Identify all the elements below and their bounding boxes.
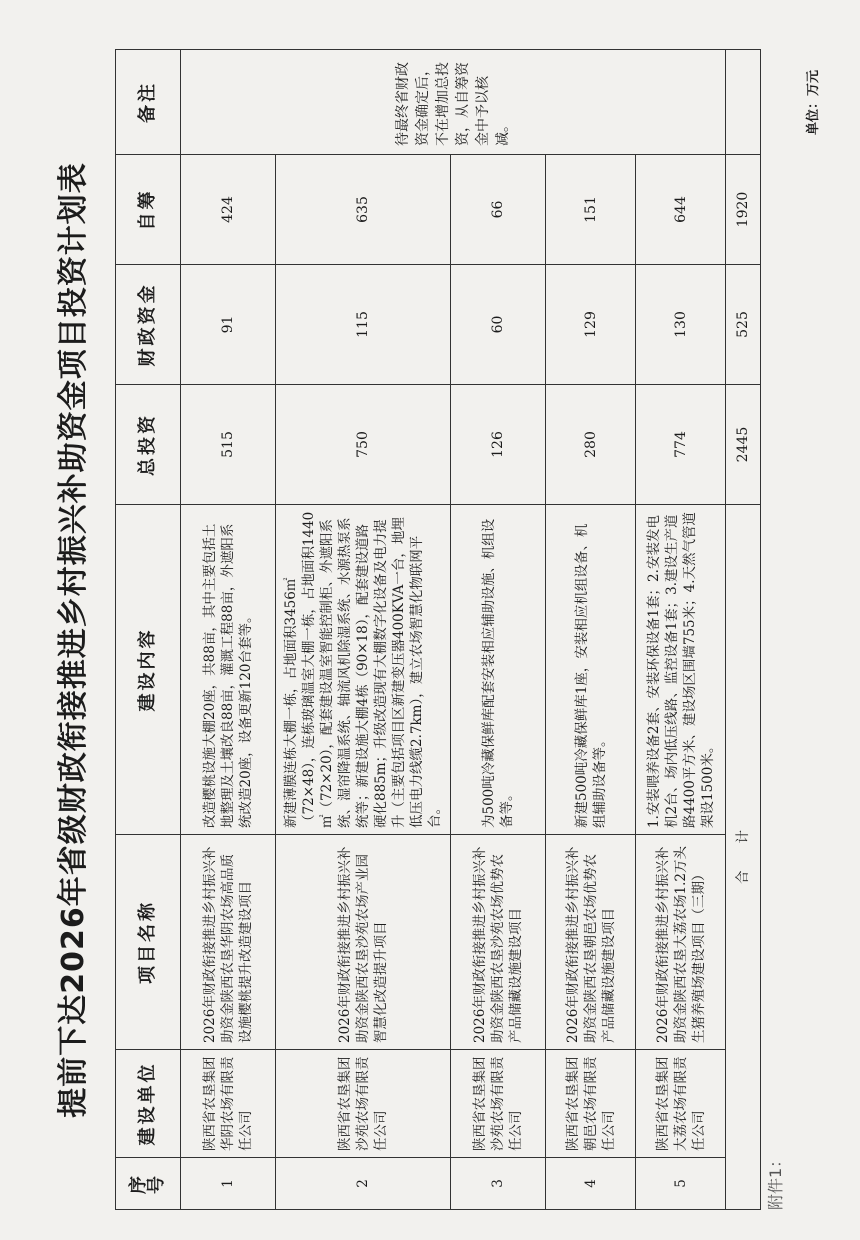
header-note: 备注 xyxy=(116,50,181,155)
total-fiscal: 525 xyxy=(726,265,761,385)
table-row xyxy=(636,50,726,1210)
total-total: 2445 xyxy=(726,385,761,505)
row-name: 2026年财政衔接推进乡村振兴补助资金陕西农垦大荔农场1.2万头生猪养殖场建设项目（三期） xyxy=(636,835,726,1050)
row-unit: 陕西省农垦集团沙苑农场有限责任公司 xyxy=(451,1050,546,1158)
total-label: 合 计 xyxy=(726,505,761,1210)
row-fiscal: 115 xyxy=(276,265,451,385)
row-seq: 5 xyxy=(636,1158,726,1210)
row-name: 2026年财政衔接推进乡村振兴补助资金陕西农垦朝邑农场优势农产品储藏设施建设项目 xyxy=(546,835,636,1050)
row-total: 515 xyxy=(181,385,276,505)
row-total: 126 xyxy=(451,385,546,505)
row-content: 新建薄膜连栋大棚一栋，占地面积3456㎡（72×48），连栋玻璃温室大棚一栋，占地面积1440㎡（72×20），配套建设温室智能控制柜、外遮阳系统、湿帘降温系统、轴流风机除湿系统、水源热泵系统等；新建设施大棚4栋（90×18），配套建设道路硬化885m；升级改造现有大棚数字化设备及电力提升（主要包括项目区新建变压器400KVA一台，地埋低压电力线缆2.7km），建立农场智慧化物联网平台。 xyxy=(276,505,451,835)
row-seq: 2 xyxy=(276,1158,451,1210)
row-unit: 陕西省农垦集团沙苑农场有限责任公司 xyxy=(276,1050,451,1158)
document-title: 提前下达2026年省级财政衔接推进乡村振兴补助资金项目投资计划表 xyxy=(56,162,91,1118)
table-row xyxy=(546,50,636,1210)
row-self: 635 xyxy=(276,155,451,265)
row-content: 改造樱桃设施大棚20座，共88亩，其中主要包括土地整理及土壤改良88亩，灌溉工程88亩，外遮阳系统改造20座，设备更新120台套等。 xyxy=(181,505,276,835)
header-name: 项目名称 xyxy=(116,835,181,1050)
row-unit: 陕西省农垦集团大荔农场有限责任公司 xyxy=(636,1050,726,1158)
header-unit: 建设单位 xyxy=(116,1050,181,1158)
total-note-empty xyxy=(726,50,761,155)
row-self: 424 xyxy=(181,155,276,265)
table-row xyxy=(451,50,546,1210)
header-seq: 序号 xyxy=(116,1158,181,1210)
row-fiscal: 91 xyxy=(181,265,276,385)
header-row xyxy=(116,50,181,1210)
table-row xyxy=(276,50,451,1210)
row-total: 280 xyxy=(546,385,636,505)
header-fiscal: 财政资金 xyxy=(116,265,181,385)
row-name: 2026年财政衔接推进乡村振兴补助资金陕西农垦华阴农场高品质设施樱桃提升改造建设项目 xyxy=(181,835,276,1050)
row-total: 750 xyxy=(276,385,451,505)
row-content: 新建500吨冷藏保鲜库1座，安装相应机组设备、机组辅助设备等。 xyxy=(546,505,636,835)
row-self: 644 xyxy=(636,155,726,265)
row-fiscal: 60 xyxy=(451,265,546,385)
row-name: 2026年财政衔接推进乡村振兴补助资金陕西农垦沙苑农场产业园智慧化改造提升项目 xyxy=(276,835,451,1050)
header-content: 建设内容 xyxy=(116,505,181,835)
row-content: 1.安装喂养设备2套、安装环保设备1套；2.安装发电机2台、场内低压线路、监控设备1套；3.建设生产道路4400平方米、建设场区围墙755米；4.天然气管道架设1500米。 xyxy=(636,505,726,835)
unit-label: 单位：万元 xyxy=(806,69,821,135)
total-row xyxy=(726,50,761,1210)
table-row xyxy=(181,50,276,1210)
row-self: 151 xyxy=(546,155,636,265)
row-seq: 3 xyxy=(451,1158,546,1210)
row-fiscal: 130 xyxy=(636,265,726,385)
row-total: 774 xyxy=(636,385,726,505)
header-self: 自筹 xyxy=(116,155,181,265)
attachment-label: 附件1： xyxy=(766,1151,785,1210)
row-name: 2026年财政衔接推进乡村振兴补助资金陕西农垦沙苑农场优势农产品储藏设施建设项目 xyxy=(451,835,546,1050)
header-total: 总投资 xyxy=(116,385,181,505)
row-unit: 陕西省农垦集团朝邑农场有限责任公司 xyxy=(546,1050,636,1158)
row-seq: 1 xyxy=(181,1158,276,1210)
row-content: 为500吨冷藏保鲜库配套安装相应辅助设施、机组设备等。 xyxy=(451,505,546,835)
rotated-sheet xyxy=(50,30,821,1210)
total-self: 1920 xyxy=(726,155,761,265)
row-fiscal: 129 xyxy=(546,265,636,385)
investment-plan-table xyxy=(115,49,761,1210)
row-seq: 4 xyxy=(546,1158,636,1210)
row-note: 待最终省财政资金确定后，不在增加总投资，从自筹资金中予以核减。 xyxy=(181,50,726,155)
row-unit: 陕西省农垦集团华阴农场有限责任公司 xyxy=(181,1050,276,1158)
row-self: 66 xyxy=(451,155,546,265)
